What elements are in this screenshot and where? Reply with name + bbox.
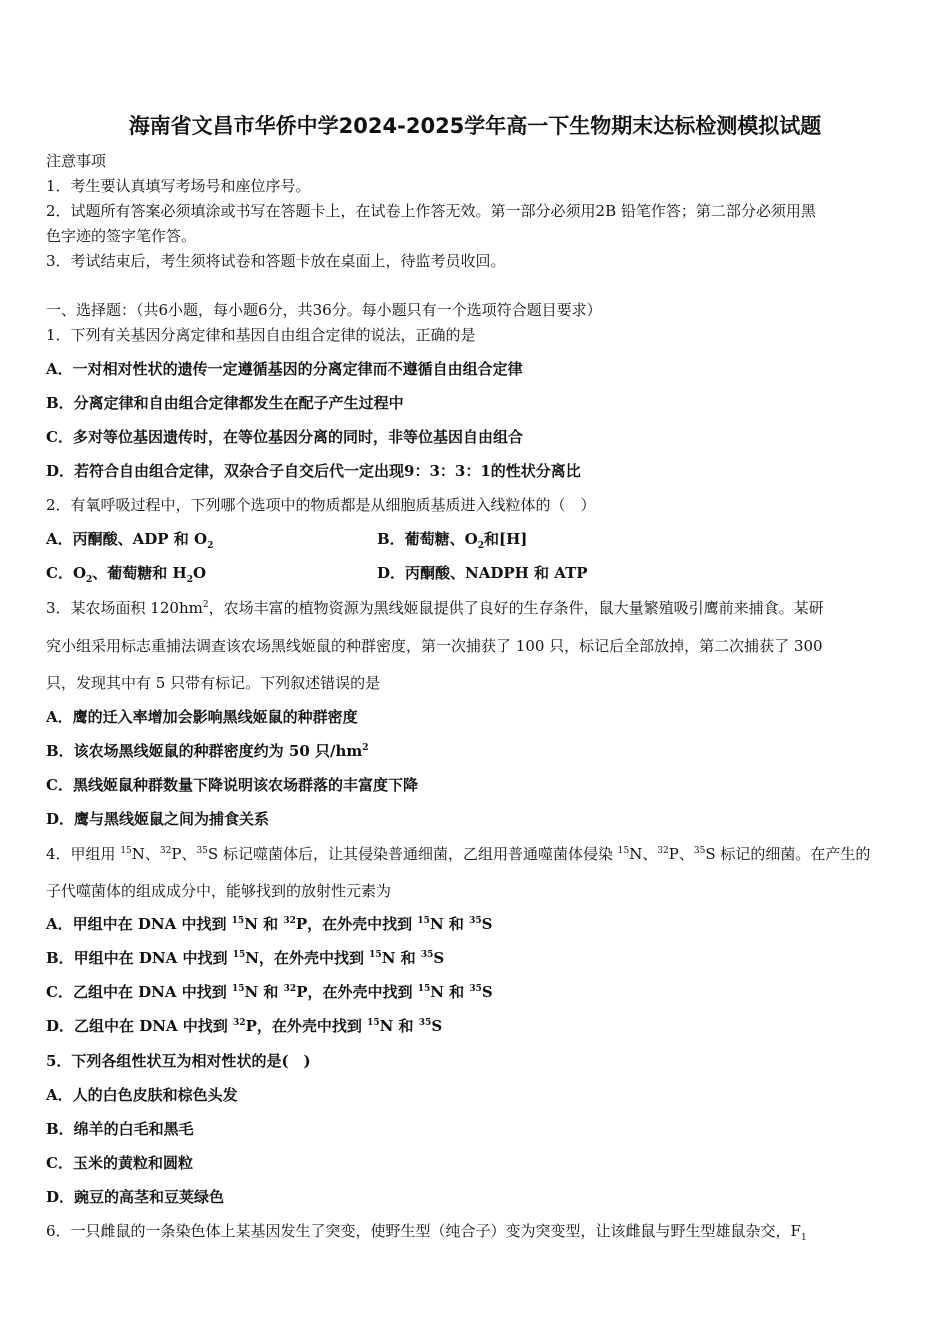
option-d: D．鹰与黑线姬鼠之间为捕食关系: [46, 810, 270, 828]
option-b: B．甲组中在 DNA 中找到 $^{15}$N，在外壳中找到 $^{15}$N 和 $^{35}$S: [46, 949, 445, 967]
page-title: 海南省文昌市华侨中学2024-2025学年高一下生物期末达标检测模拟试题: [128, 114, 822, 138]
notice-item: 色字迹的签字笔作答。: [46, 227, 197, 245]
option-a: A．一对相对性状的遗传一定遵循基因的分离定律而不遵循自由组合定律: [46, 360, 523, 378]
option-b: B．绵羊的白毛和黑毛: [46, 1120, 194, 1138]
question-stem: 3．某农场面积 $120hm^2$，农场丰富的植物资源为黑线姬鼠提供了良好的生存条件，鼠大量繁殖吸引鹰前来捕食。某研: [46, 599, 824, 617]
question-stem: 只，发现其中有 5 只带有标记。下列叙述错误的是: [46, 674, 381, 692]
option-a: A．鹰的迁入率增加会影响黑线姬鼠的种群密度: [46, 708, 358, 726]
question-stem: 子代噬菌体的组成成分中，能够找到的放射性元素为: [46, 882, 392, 900]
option-d: D．豌豆的高茎和豆荚绿色: [46, 1188, 225, 1206]
question-stem: 1．下列有关基因分离定律和基因自由组合定律的说法，正确的是: [46, 326, 476, 344]
option-b: B．葡萄糖、$O_2$和[H]: [377, 530, 528, 551]
option-d: D．乙组中在 DNA 中找到 $^{32}$P，在外壳中找到 $^{15}$N 和 $^{35}$S: [46, 1017, 443, 1035]
option-c: C．多对等位基因遗传时，在等位基因分离的同时，非等位基因自由组合: [46, 428, 523, 446]
question-stem: 究小组采用标志重捕法调查该农场黑线姬鼠的种群密度，第一次捕获了 100 只，标记后全部放掉，第二次捕获了 300: [46, 637, 823, 655]
section-heading: 一、选择题：（共6小题，每小题6分，共36分。每小题只有一个选项符合题目要求）: [46, 301, 602, 319]
option-a: A．甲组中在 DNA 中找到 $^{15}$N 和 $^{32}$P，在外壳中找到 $^{15}$N 和 $^{35}$S: [46, 915, 493, 933]
option-c: C．玉米的黄粒和圆粒: [46, 1154, 193, 1172]
option-b: B．分离定律和自由组合定律都发生在配子产生过程中: [46, 394, 404, 412]
notice-item: 1．考生要认真填写考场号和座位序号。: [46, 177, 311, 195]
question-stem: 5．下列各组性状互为相对性状的是( ): [46, 1052, 311, 1070]
option-b: B．该农场黑线姬鼠的种群密度约为 50 只$/hm^2$: [46, 742, 369, 760]
option-d: D．若符合自由组合定律，双杂合子自交后代一定出现9：3：3：1的性状分离比: [46, 462, 581, 480]
option-c: C．黑线姬鼠种群数量下降说明该农场群落的丰富度下降: [46, 776, 418, 794]
option-a: A．人的白色皮肤和棕色头发: [46, 1086, 238, 1104]
question-stem: 4．甲组用 $^{15}$N、$^{32}$P、$^{35}$S 标记噬菌体后，让其侵染普通细菌，乙组用普通噬菌体侵染 $^{15}$N、$^{32}$P、$^{35}$S 标记的细菌。在产生的: [46, 845, 871, 863]
option-d: D．丙酮酸、NADPH 和 ATP: [377, 564, 588, 582]
notice-heading: 注意事项: [46, 152, 107, 170]
option-c: C．乙组中在 DNA 中找到 $^{15}$N 和 $^{32}$P，在外壳中找到 $^{15}$N 和 $^{35}$S: [46, 983, 493, 1001]
notice-item: 3．考试结束后，考生须将试卷和答题卡放在桌面上，待监考员收回。: [46, 252, 506, 270]
question-stem: 2．有氧呼吸过程中，下列哪个选项中的物质都是从细胞质基质进入线粒体的（ ）: [46, 496, 596, 514]
option-a: A．丙酮酸、ADP 和 $O_2$: [46, 530, 214, 551]
notice-item: 2．试题所有答案必须填涂或书写在答题卡上，在试卷上作答无效。第一部分必须用2B 铅笔作答；第二部分必须用黑: [46, 202, 816, 220]
question-stem: 6．一只雌鼠的一条染色体上某基因发生了突变，使野生型（纯合子）变为突变型，让该雌鼠与野生型雄鼠杂交，$F_1$: [46, 1222, 807, 1243]
option-c: C．$O_2$、葡萄糖和 $H_2O$: [46, 564, 207, 585]
